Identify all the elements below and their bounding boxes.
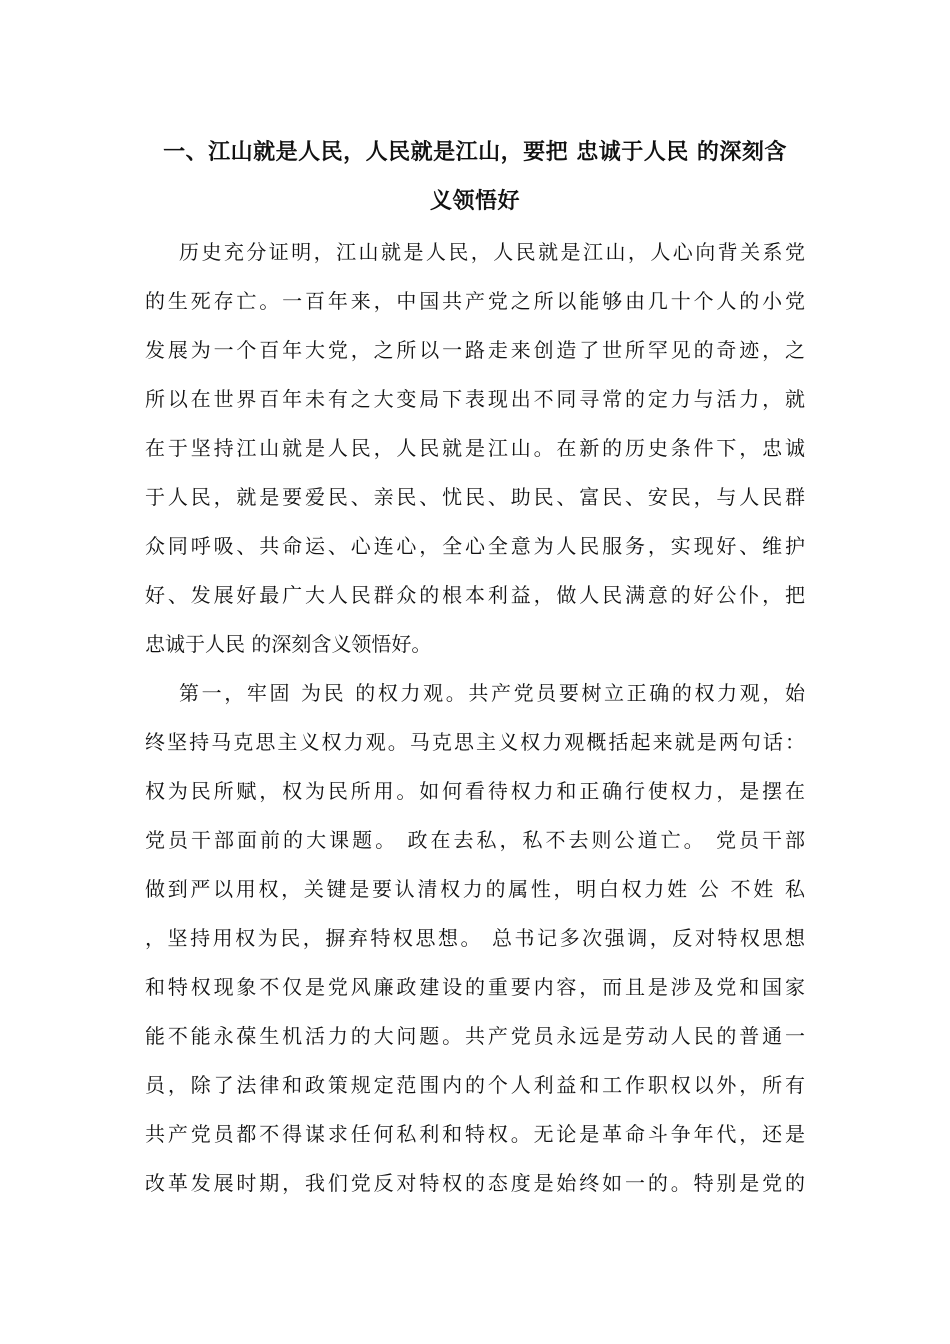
paragraph-line: 共产党员都不得谋求任何私利和特权。无论是革命斗争年代，还是 (145, 1122, 805, 1146)
paragraph-1 (145, 228, 805, 669)
paragraph-line: 历史充分证明，江山就是人民，人民就是江山，人心向背关系党 (179, 240, 805, 264)
paragraph-line: 众同呼吸、共命运、心连心，全心全意为人民服务，实现好、维护 (145, 534, 805, 558)
paragraph-line: 于人民，就是要爱民、亲民、忧民、助民、富民、安民，与人民群 (145, 485, 805, 509)
paragraph-2 (145, 669, 805, 1208)
paragraph-line: 好、发展好最广大人民群众的根本利益，做人民满意的好公仆，把 (145, 583, 805, 607)
paragraph-line: 改革发展时期，我们党反对特权的态度是始终如一的。特别是党的 (145, 1171, 805, 1195)
body-text (145, 228, 805, 1208)
paragraph-line: 所以在世界百年未有之大变局下表现出不同寻常的定力与活力，就 (145, 387, 805, 411)
paragraph-line: 忠诚于人民 的深刻含义领悟好。 (145, 632, 432, 656)
paragraph-line: 能不能永葆生机活力的大问题。共产党员永远是劳动人民的普通一 (145, 1024, 805, 1048)
paragraph-line: 第一，牢固 为民 的权力观。共产党员要树立正确的权力观，始 (179, 681, 805, 705)
paragraph-line: 权为民所赋，权为民所用。如何看待权力和正确行使权力，是摆在 (145, 779, 805, 803)
paragraph-line: 的生死存亡。一百年来，中国共产党之所以能够由几十个人的小党 (145, 289, 805, 313)
paragraph-line: 在于坚持江山就是人民，人民就是江山。在新的历史条件下，忠诚 (145, 436, 805, 460)
heading-line: 义领悟好 (429, 188, 520, 214)
paragraph-line: 员，除了法律和政策规定范围内的个人利益和工作职权以外，所有 (145, 1073, 805, 1097)
paragraph-line: ，坚持用权为民，摒弃特权思想。 总书记多次强调，反对特权思想 (145, 926, 805, 950)
paragraph-line: 和特权现象不仅是党风廉政建设的重要内容，而且是涉及党和国家 (145, 975, 805, 999)
heading-line: 一、江山就是人民，人民就是江山，要把 忠诚于人民 的深刻含 (163, 139, 787, 165)
paragraph-line: 做到严以用权，关键是要认清权力的属性，明白权力姓 公 不姓 私 (145, 877, 805, 901)
paragraph-line: 党员干部面前的大课题。 政在去私，私不去则公道亡。 党员干部 (145, 828, 805, 852)
paragraph-line: 终坚持马克思主义权力观。马克思主义权力观概括起来就是两句话： (145, 730, 805, 754)
section-heading (145, 128, 805, 226)
paragraph-line: 发展为一个百年大党，之所以一路走来创造了世所罕见的奇迹，之 (145, 338, 805, 362)
